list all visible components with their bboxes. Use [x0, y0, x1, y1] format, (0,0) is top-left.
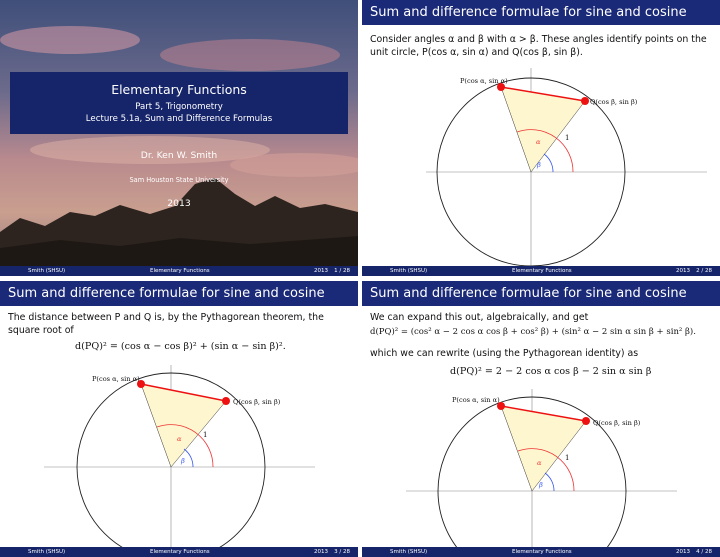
slide-4: [362, 281, 720, 557]
beta-arc: [544, 154, 553, 172]
alpha-label: α: [537, 459, 542, 467]
institution: Sam Houston State University: [129, 176, 229, 184]
footer-date: 2013: [676, 549, 690, 555]
slide-3: [0, 281, 358, 557]
p-label: P(cos α, sin α): [452, 396, 500, 404]
year: 2013: [167, 198, 191, 209]
footer-bar: [0, 266, 358, 276]
unit-circle-diagram: [362, 281, 720, 557]
point-q: [582, 417, 590, 425]
footer-date: 2013: [314, 549, 328, 555]
triangle-opq: [141, 384, 226, 467]
radius-label: 1: [565, 454, 570, 462]
slide-2: [362, 0, 720, 276]
slide-header: Sum and difference formulae for sine and cosine: [0, 281, 358, 306]
radius-label: 1: [565, 134, 570, 142]
footer-page: 2 / 28: [696, 268, 712, 274]
footer-author: Smith (SHSU): [28, 268, 66, 274]
footer-author: Smith (SHSU): [390, 549, 428, 555]
footer-date: 2013: [314, 268, 328, 274]
q-label: Q(cos β, sin β): [233, 398, 281, 406]
lecture-title: Lecture 5.1a, Sum and Difference Formulas: [85, 114, 273, 124]
body-line: The distance between P and Q is, by the Pythagorean theorem, the: [8, 312, 324, 323]
triangle-opq: [501, 87, 585, 172]
title-box: [10, 72, 348, 134]
point-q: [581, 97, 589, 105]
footer-page: 1 / 28: [334, 268, 350, 274]
footer-title: Elementary Functions: [512, 549, 572, 555]
slide-header: Sum and difference formulae for sine and cosine: [362, 281, 720, 306]
footer-title: Elementary Functions: [150, 268, 210, 274]
p-label: P(cos α, sin α): [92, 375, 140, 383]
body-line: Consider angles α and β with α > β. These angles identify points on the: [370, 34, 707, 45]
beta-arc: [184, 449, 193, 467]
author-name: Dr. Ken W. Smith: [140, 150, 218, 161]
body-line: which we can rewrite (using the Pythagorean identity) as: [370, 348, 639, 359]
q-label: Q(cos β, sin β): [590, 98, 638, 106]
footer-bar: [0, 547, 358, 557]
beta-arc: [545, 473, 554, 491]
body-line: unit circle, P(cos α, sin α) and Q(cos β, sin β).: [370, 47, 583, 58]
footer-author: Smith (SHSU): [28, 549, 66, 555]
footer-bar: [362, 547, 720, 557]
body-line: square root of: [8, 325, 74, 336]
slide-1-title: [0, 0, 358, 276]
p-label: P(cos α, sin α): [460, 77, 508, 85]
body-line: We can expand this out, algebraically, and get: [370, 312, 589, 323]
unit-circle-diagram: [0, 281, 358, 557]
unit-circle-diagram: [362, 0, 720, 276]
alpha-label: α: [536, 138, 541, 146]
slide-header: Sum and difference formulae for sine and cosine: [362, 0, 720, 25]
point-q: [222, 397, 230, 405]
presentation-title: Elementary Functions: [111, 82, 247, 97]
radius-label: 1: [203, 431, 208, 439]
distance-equation: d(PQ)² = (cos α − cos β)² + (sin α − sin β)².: [75, 341, 286, 352]
footer-page: 4 / 28: [696, 549, 712, 555]
footer-page: 3 / 28: [334, 549, 350, 555]
footer-bar: [362, 266, 720, 276]
q-label: Q(cos β, sin β): [593, 419, 641, 427]
expanded-equation: d(PQ)² = (cos² α − 2 cos α cos β + cos² β) + (sin² α − 2 sin α sin β + sin² β).: [370, 327, 696, 337]
footer-author: Smith (SHSU): [390, 268, 428, 274]
presentation-subtitle: Part 5, Trigonometry: [135, 102, 223, 112]
footer-date: 2013: [676, 268, 690, 274]
footer-title: Elementary Functions: [512, 268, 572, 274]
beta-label: β: [537, 161, 541, 169]
simplified-equation: d(PQ)² = 2 − 2 cos α cos β − 2 sin α sin β: [450, 366, 652, 377]
beta-label: β: [181, 457, 185, 465]
alpha-label: α: [177, 435, 182, 443]
beta-label: β: [539, 481, 543, 489]
footer-title: Elementary Functions: [150, 549, 210, 555]
